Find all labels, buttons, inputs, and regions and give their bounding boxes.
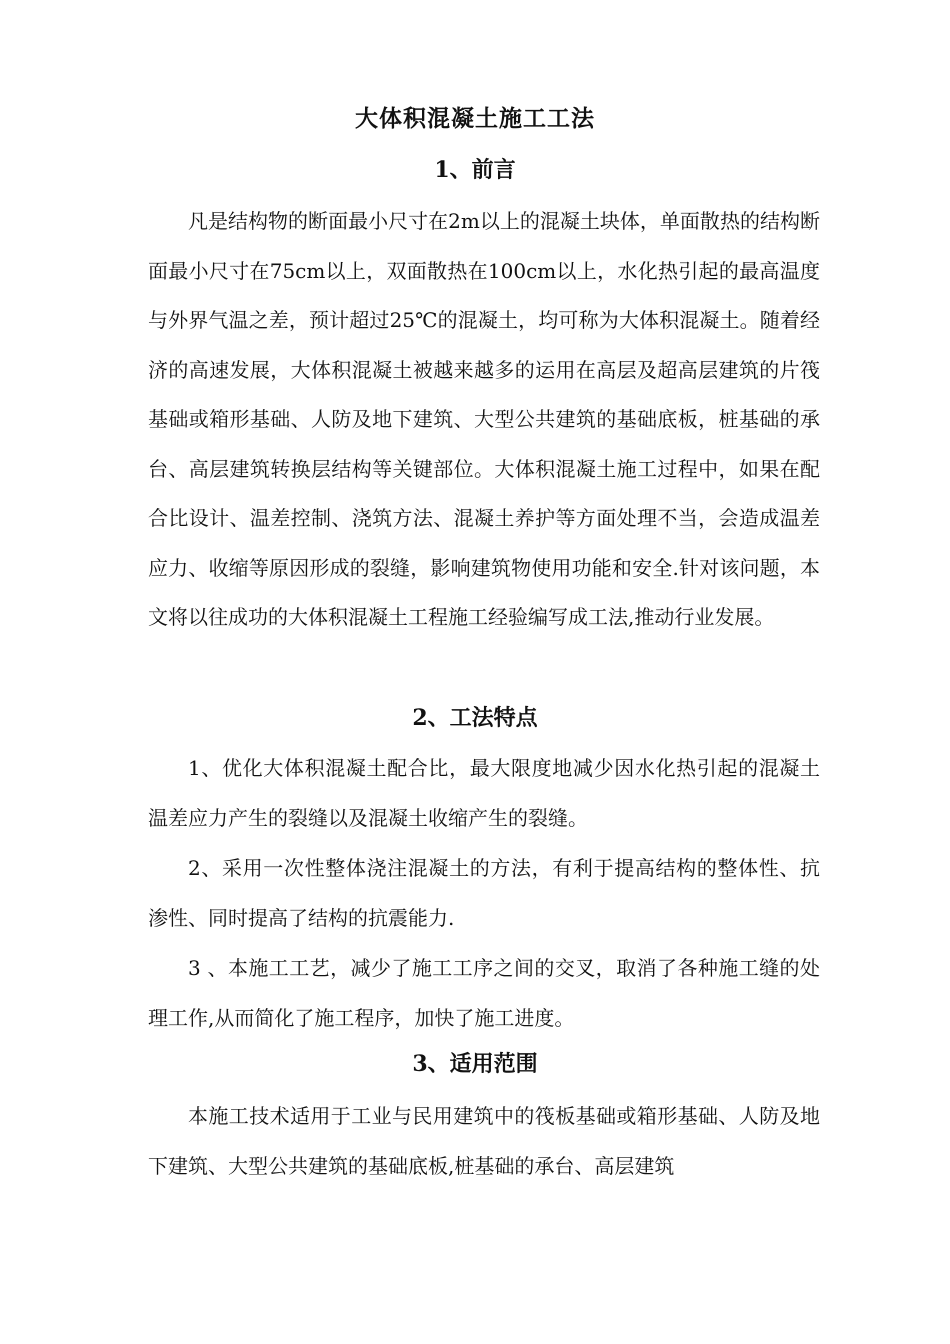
document-title: 大体积混凝土施工工法: [355, 105, 595, 132]
feature-paragraph-2: 2、采用一次性整体浇注混凝土的方法，有利于提高结构的整体性、抗渗性、同时提高了结构的抗震能力.: [148, 856, 820, 930]
scope-paragraph: 本施工技术适用于工业与民用建筑中的筏板基础或箱形基础、人防及地下建筑、大型公共建筑的基础底板,桩基础的承台、高层建筑: [148, 1104, 820, 1178]
feature-paragraph-3: 3 、本施工工艺，减少了施工工序之间的交叉，取消了各种施工缝的处理工作,从而简化了施工程序，加快了施工进度。: [148, 956, 820, 1030]
preface-paragraph: 凡是结构物的断面最小尺寸在2m以上的混凝土块体，单面散热的结构断面最小尺寸在75cm以上，双面散热在100cm以上，水化热引起的最高温度与外界气温之差，预计超过25℃的混凝土，均可称为大体积混凝土。随着经济的高速发展，大体积混凝土被越来越多的运用在高层及超高层建筑的片筏基础或箱形基础、人防及地下建筑、大型公共建筑的基础底板，桩基础的承台、高层建筑转换层结构等关键部位。大体积混凝土施工过程中，如果在配合比设计、温差控制、浇筑方法、混凝土养护等方面处理不当，会造成温差应力、收缩等原因形成的裂缝，影响建筑物使用功能和安全.针对该问题，本文将以往成功的大体积混凝土工程施工经验编写成工法,推动行业发展。: [148, 209, 820, 629]
section-heading-features: 2、工法特点: [412, 705, 538, 731]
feature-paragraph-1: 1、优化大体积混凝土配合比，最大限度地减少因水化热引起的混凝土温差应力产生的裂缝以及混凝土收缩产生的裂缝。: [148, 756, 820, 830]
section-heading-preface: 1、前言: [434, 157, 516, 183]
section-heading-scope: 3、适用范围: [412, 1051, 538, 1077]
